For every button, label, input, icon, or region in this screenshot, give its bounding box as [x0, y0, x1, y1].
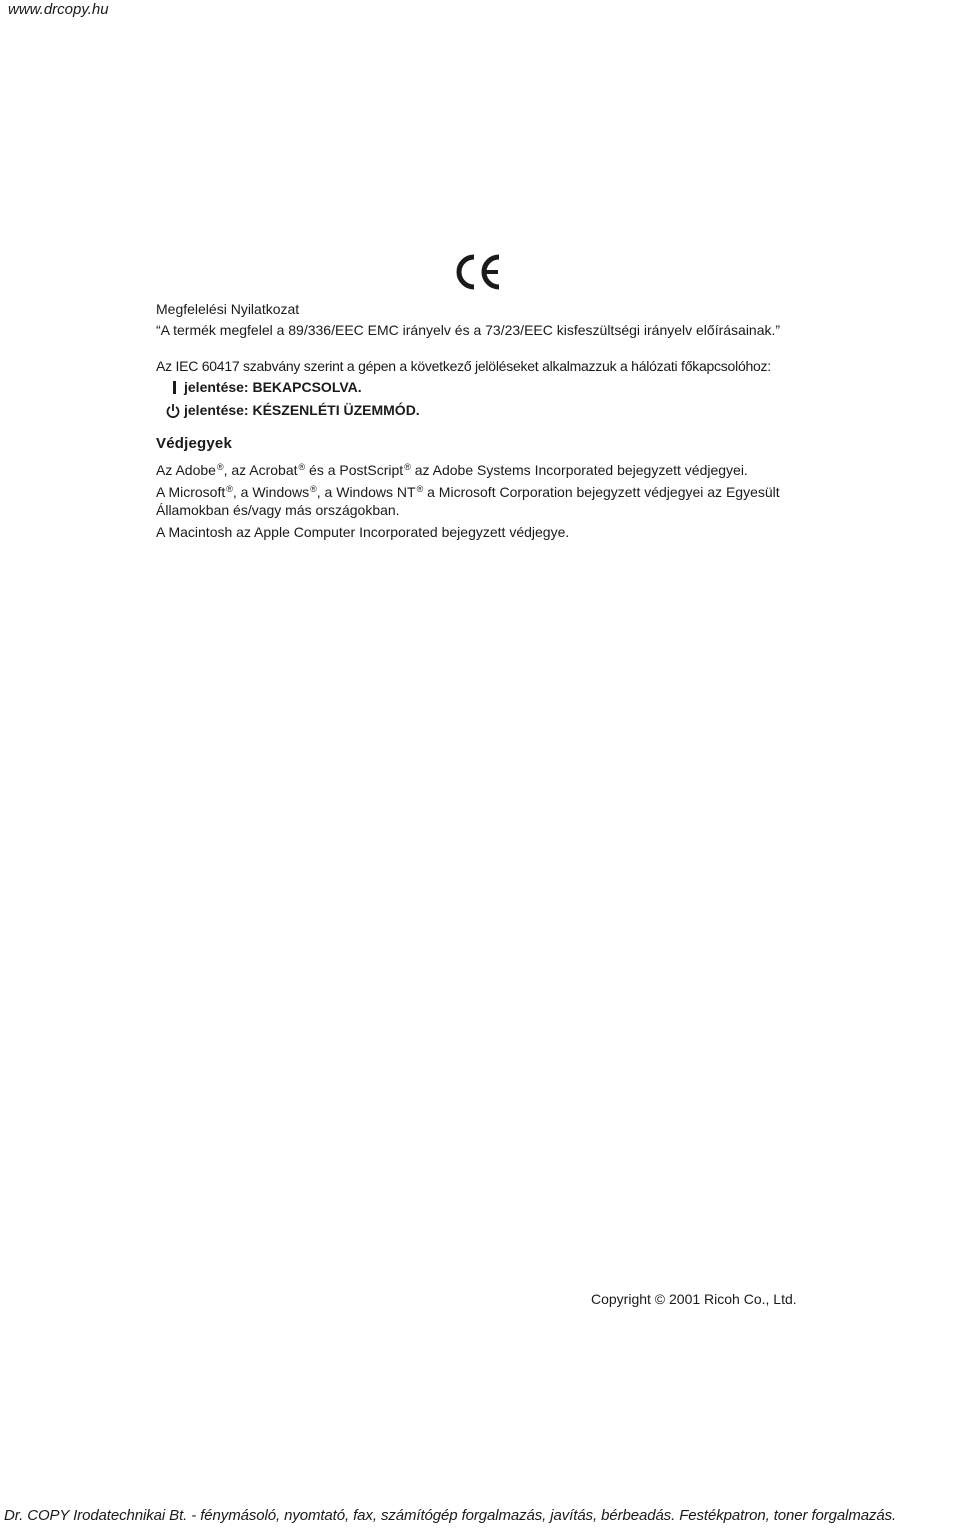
tm-text: , az Acrobat: [223, 462, 298, 478]
footer-text: Dr. COPY Irodatechnikai Bt. - fénymásoló, nyomtató, fax, számítógép forgalmazás, javítás, bérbeadás. Festékpatron, toner forgalmazás.: [4, 1507, 897, 1524]
declaration-text: “A termék megfelel a 89/336/EEC EMC irányelv és a 73/23/EEC kisfeszültségi irányelv előírásainak.”: [156, 322, 781, 338]
registered-mark: ®: [310, 484, 317, 494]
header-url: www.drcopy.hu: [8, 1, 109, 18]
power-on-bar-icon: [170, 379, 184, 396]
tm-text: Az Adobe: [156, 462, 216, 478]
trademark-line-adobe: [156, 462, 748, 478]
tm-text: , a Windows: [232, 484, 310, 500]
trademark-line-microsoft: [156, 484, 780, 500]
tm-text: A Microsoft: [156, 484, 226, 500]
trademark-line-apple: A Macintosh az Apple Computer Incorporated bejegyzett védjegye.: [156, 524, 570, 540]
trademark-line-microsoft-cont: Államokban és/vagy más országokban.: [156, 502, 400, 518]
registered-mark: ®: [298, 462, 306, 472]
trademarks-heading: Védjegyek: [156, 435, 233, 452]
tm-text: a Microsoft Corporation bejegyzett védjegyei az Egyesült: [423, 484, 780, 500]
standby-row: [184, 402, 420, 418]
power-on-row: [184, 379, 362, 395]
registered-mark: ®: [226, 484, 233, 494]
tm-text: és a PostScript: [305, 462, 404, 478]
power-on-label: jelentése: BEKAPCSOLVA.: [184, 379, 362, 395]
tm-text: , a Windows NT: [316, 484, 416, 500]
registered-mark: ®: [404, 462, 411, 472]
declaration-title: Megfelelési Nyilatkozat: [156, 301, 300, 317]
tm-text: az Adobe Systems Incorporated bejegyzett védjegyei.: [410, 462, 748, 478]
standby-label: jelentése: KÉSZENLÉTI ÜZEMMÓD.: [184, 402, 420, 418]
copyright-notice: Copyright © 2001 Ricoh Co., Ltd.: [591, 1291, 797, 1307]
ce-mark-icon: [455, 253, 505, 291]
standby-power-icon: [166, 402, 180, 419]
registered-mark: ®: [216, 462, 224, 472]
iec-intro: Az IEC 60417 szabvány szerint a gépen a következő jelöléseket alkalmazzuk a hálózati főkapcsolóhoz:: [156, 358, 771, 374]
registered-mark: ®: [416, 484, 424, 494]
